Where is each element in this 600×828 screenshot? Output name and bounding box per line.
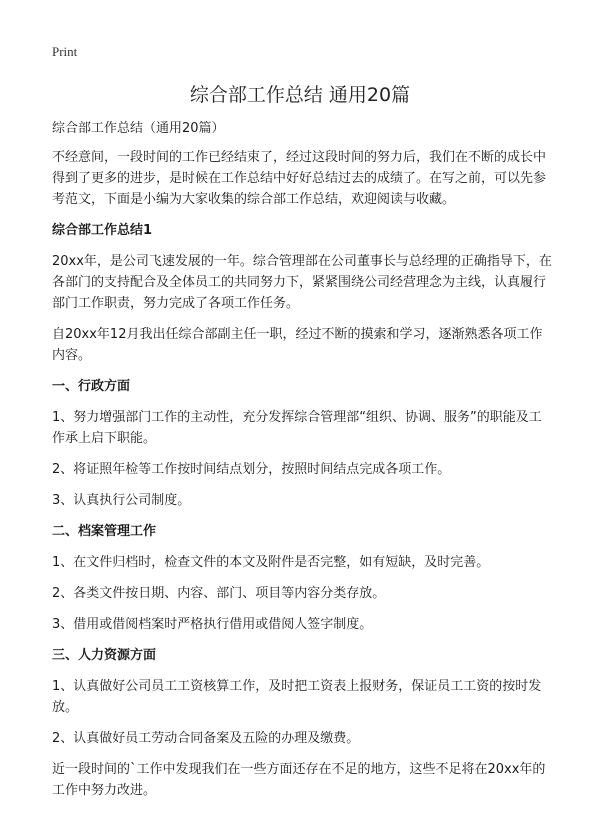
- article-body: [52, 118, 552, 811]
- list-item: 3、认真执行公司制度。: [52, 493, 191, 508]
- paragraph: 20xx年，是公司飞速发展的一年。综合管理部在公司董事长与总经理的正确指导下，在各部门的支持配合及全体员工的共同努力下，紧紧围绕公司经营理念为主线，认真履行部门工作职责，努力完成了各项工作任务。: [52, 254, 552, 311]
- heading-admin: 一、行政方面: [52, 379, 131, 394]
- closing-paragraph: 近一段时间的`工作中发现我们在一些方面还存在不足的地方，这些不足将在20xx年的工作中努力改进。: [52, 762, 546, 798]
- list-item: 1、在文件归档时，检查文件的本文及附件是否完整，如有短缺，及时完善。: [52, 555, 490, 570]
- list-item: 2、将证照年检等工作按时间结点划分，按照时间结点完成各项工作。: [52, 462, 451, 477]
- list-item: 3、借用或借阅档案时严格执行借用或借阅人签字制度。: [52, 617, 373, 632]
- section-title: 综合部工作总结1: [52, 223, 153, 238]
- list-item: 1、认真做好公司员工工资核算工作，及时把工资表上报财务，保证员工工资的按时发放。: [52, 679, 542, 715]
- print-label: Print: [52, 44, 78, 59]
- paragraph: 自20xx年12月我出任综合部副主任一职，经过不断的摸索和学习，逐渐熟悉各项工作内容。: [52, 327, 543, 363]
- article-subtitle: 综合部工作总结（通用20篇）: [52, 121, 225, 136]
- list-item: 1、努力增强部门工作的主动性，充分发挥综合管理部“组织、协调、服务”的职能及工作承上启下职能。: [52, 410, 542, 446]
- intro-paragraph: 不经意间，一段时间的工作已经结束了，经过这段时间的努力后，我们在不断的成长中得到了更多的进步，是时候在工作总结中好好总结过去的成绩了。在写之前，可以先参考范文，下面是小编为大家收集的综合部工作总结，欢迎阅读与收藏。: [52, 150, 547, 207]
- heading-archive: 二、档案管理工作: [52, 524, 157, 539]
- list-item: 2、各类文件按日期、内容、部门、项目等内容分类存放。: [52, 586, 386, 601]
- list-item: 2、认真做好员工劳动合同备案及五险的办理及缴费。: [52, 731, 360, 746]
- page-title: 综合部工作总结 通用20篇: [189, 84, 411, 106]
- heading-hr: 三、人力资源方面: [52, 648, 157, 663]
